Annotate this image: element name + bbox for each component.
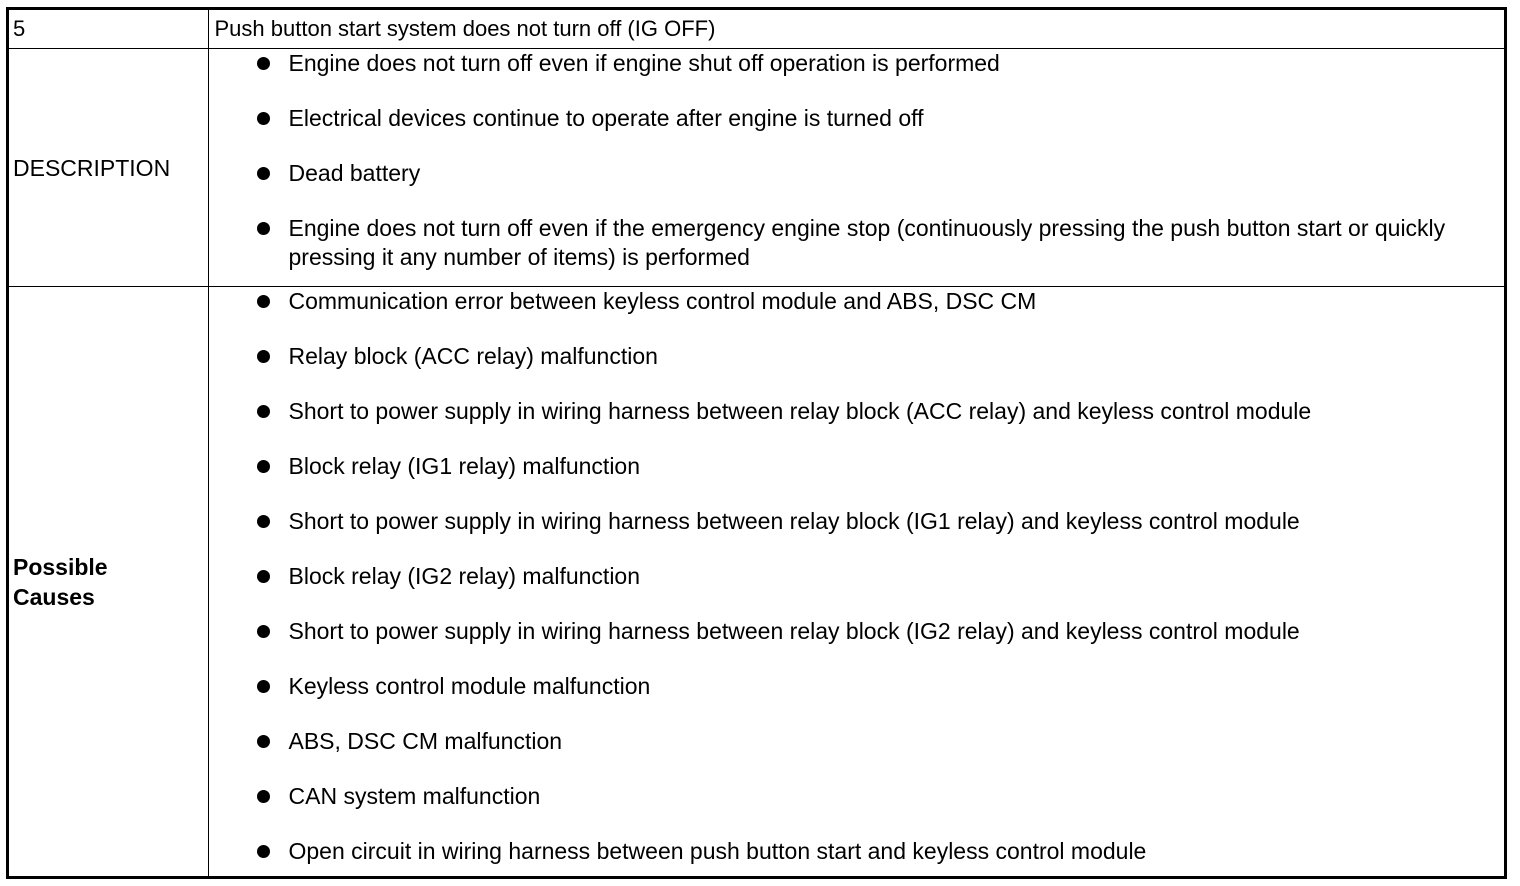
list-item-text: Block relay (IG1 relay) malfunction <box>288 453 641 479</box>
list-item <box>209 49 1505 78</box>
bullet-icon <box>257 167 270 180</box>
list-item-text: Engine does not turn off even if engine shut off operation is performed <box>288 50 1000 76</box>
list-item <box>209 617 1505 646</box>
list-item-text: Engine does not turn off even if the emergency engine stop (continuously pressing the push button start or quickly pressing it any number of items) is performed <box>288 215 1446 270</box>
symptom-title: Push button start system does not turn off (IG OFF) <box>208 10 1504 49</box>
bullet-icon <box>257 570 270 583</box>
list-item <box>209 397 1505 426</box>
bullet-icon <box>257 405 270 418</box>
bullet-icon <box>257 735 270 748</box>
list-item-text: Short to power supply in wiring harness between relay block (ACC relay) and keyless control module <box>288 398 1312 424</box>
list-item-text: Block relay (IG2 relay) malfunction <box>288 563 641 589</box>
list-item-text: Open circuit in wiring harness between push button start and keyless control module <box>288 838 1147 864</box>
list-item <box>209 507 1505 536</box>
possible-causes-label-line1: Possible <box>13 553 108 580</box>
bullet-icon <box>257 515 270 528</box>
possible-causes-list <box>209 287 1505 866</box>
list-item-text: Electrical devices continue to operate after engine is turned off <box>288 105 924 131</box>
bullet-icon <box>257 680 270 693</box>
step-number: 5 <box>9 10 208 49</box>
list-item <box>209 214 1505 272</box>
list-item-text: Keyless control module malfunction <box>288 673 651 699</box>
description-list <box>209 49 1505 272</box>
bullet-icon <box>257 625 270 638</box>
bullet-icon <box>257 350 270 363</box>
bullet-icon <box>257 222 270 235</box>
bullet-icon <box>257 295 270 308</box>
possible-causes-label <box>9 287 208 877</box>
bullet-icon <box>257 460 270 473</box>
possible-causes-label-line2: Causes <box>13 583 95 610</box>
bullet-icon <box>257 790 270 803</box>
troubleshooting-table-frame <box>6 7 1507 879</box>
troubleshooting-table <box>9 10 1504 877</box>
list-item-text: Short to power supply in wiring harness between relay block (IG1 relay) and keyless control module <box>288 508 1300 534</box>
bullet-icon <box>257 845 270 858</box>
list-item-text: ABS, DSC CM malfunction <box>288 728 563 754</box>
list-item <box>209 104 1505 133</box>
list-item-text: Dead battery <box>288 160 421 186</box>
list-item <box>209 342 1505 371</box>
list-item-text: Communication error between keyless control module and ABS, DSC CM <box>288 288 1037 314</box>
description-label: DESCRIPTION <box>9 49 208 287</box>
list-item <box>209 562 1505 591</box>
bullet-icon <box>257 112 270 125</box>
possible-causes-row <box>9 287 1504 877</box>
header-row <box>9 10 1504 49</box>
list-item-text: CAN system malfunction <box>288 783 541 809</box>
bullet-icon <box>257 57 270 70</box>
possible-causes-cell <box>208 287 1504 877</box>
description-row <box>9 49 1504 287</box>
list-item <box>209 837 1505 866</box>
description-cell <box>208 49 1504 287</box>
list-item <box>209 287 1505 316</box>
list-item-text: Short to power supply in wiring harness between relay block (IG2 relay) and keyless control module <box>288 618 1300 644</box>
list-item-text: Relay block (ACC relay) malfunction <box>288 343 658 369</box>
list-item <box>209 159 1505 188</box>
list-item <box>209 727 1505 756</box>
list-item <box>209 672 1505 701</box>
list-item <box>209 452 1505 481</box>
list-item <box>209 782 1505 811</box>
